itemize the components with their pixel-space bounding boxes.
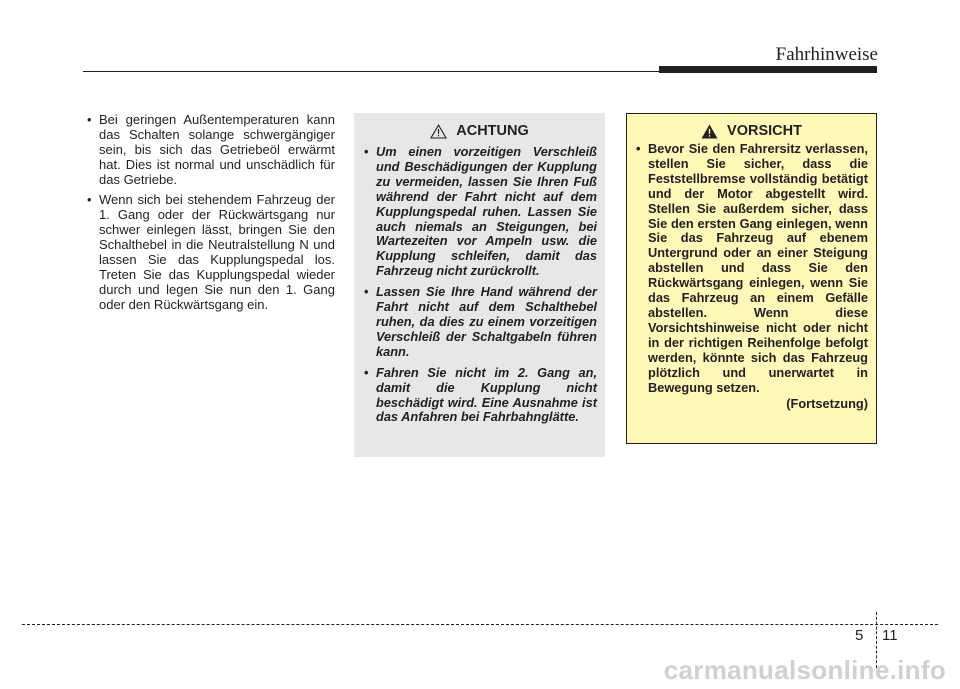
vorsicht-notice-box <box>626 113 877 444</box>
continued-note: (Fortsetzung) <box>786 396 868 412</box>
achtung-heading <box>362 123 597 139</box>
header-rule-accent <box>659 66 877 73</box>
page-header-title: Fahrhinweise <box>775 44 878 65</box>
page-number: 11 <box>882 627 898 644</box>
bullet-list <box>83 112 335 312</box>
list-item: • Bevor Sie den Fahrersitz verlassen, stellen Sie sicher, dass die Feststellbremse vollständig betätigt und der Motor abgestellt wird. Stellen Sie außerdem sicher, dass Sie den ersten Gang einlegen, wenn Sie das Fahrzeug auf ebenem Untergrund oder an einer Steigung abstellen und dass Sie den Rückwärtsgang einlegen, wenn Sie das Fahrzeug an einem Gefälle abstellen. Wenn diese Vorsichtshinweise nicht oder nicht in der richtigen Reihenfolge befolgt werden, könnte sich das Fahrzeug plötzlich und unerwartet in Bewegung setzen. <box>635 142 868 395</box>
list-item: • Lassen Sie Ihre Hand während der Fahrt nicht auf dem Schalthebel ruhen, da dies zu einem vorzeitigen Verschleiß der Schaltgabeln führen kann. <box>362 285 597 360</box>
achtung-list <box>362 145 597 425</box>
achtung-heading-label: ACHTUNG <box>456 123 529 139</box>
warning-triangle-filled-icon <box>701 124 718 139</box>
list-item: • Um einen vorzeitigen Verschleiß und Beschädigungen der Kupplung zu vermeiden, lassen Sie Ihren Fuß während der Fahrt nicht auf dem Kupplungspedal ruhen. Lassen Sie auch niemals an Steigungen, bei Wartezeiten vor Ampeln usw. die Kupplung schleifen, damit das Fahrzeug nicht zurückrollt. <box>362 145 597 279</box>
header-rule <box>83 71 659 72</box>
chapter-number: 5 <box>855 627 864 644</box>
achtung-notice-box <box>354 113 605 457</box>
footer-rule <box>22 624 938 625</box>
watermark: carmanualsonline.info <box>663 655 946 685</box>
vorsicht-list <box>635 142 868 395</box>
left-column-text <box>83 112 335 317</box>
list-item: • Bei geringen Außentemperaturen kann das Schalten solange schwergängiger sein, bis sich das Getriebeöl erwärmt hat. Dies ist normal und unschädlich für das Getriebe. <box>83 112 335 187</box>
vorsicht-heading-label: VORSICHT <box>727 123 802 139</box>
list-item: • Fahren Sie nicht im 2. Gang an, damit die Kupplung nicht beschädigt wird. Eine Ausnahme ist das Anfahren bei Fahrbahnglätte. <box>362 366 597 426</box>
vorsicht-heading <box>635 123 868 139</box>
warning-triangle-outline-icon <box>430 124 447 139</box>
list-item: • Wenn sich bei stehendem Fahrzeug der 1. Gang oder der Rückwärtsgang nur schwer einlegen lässt, bringen Sie den Schalthebel in die Neutralstellung N und lassen Sie das Kupplungspedal los. Treten Sie das Kupplungspedal wieder durch und legen Sie nun den 1. Gang oder den Rückwärtsgang ein. <box>83 192 335 312</box>
